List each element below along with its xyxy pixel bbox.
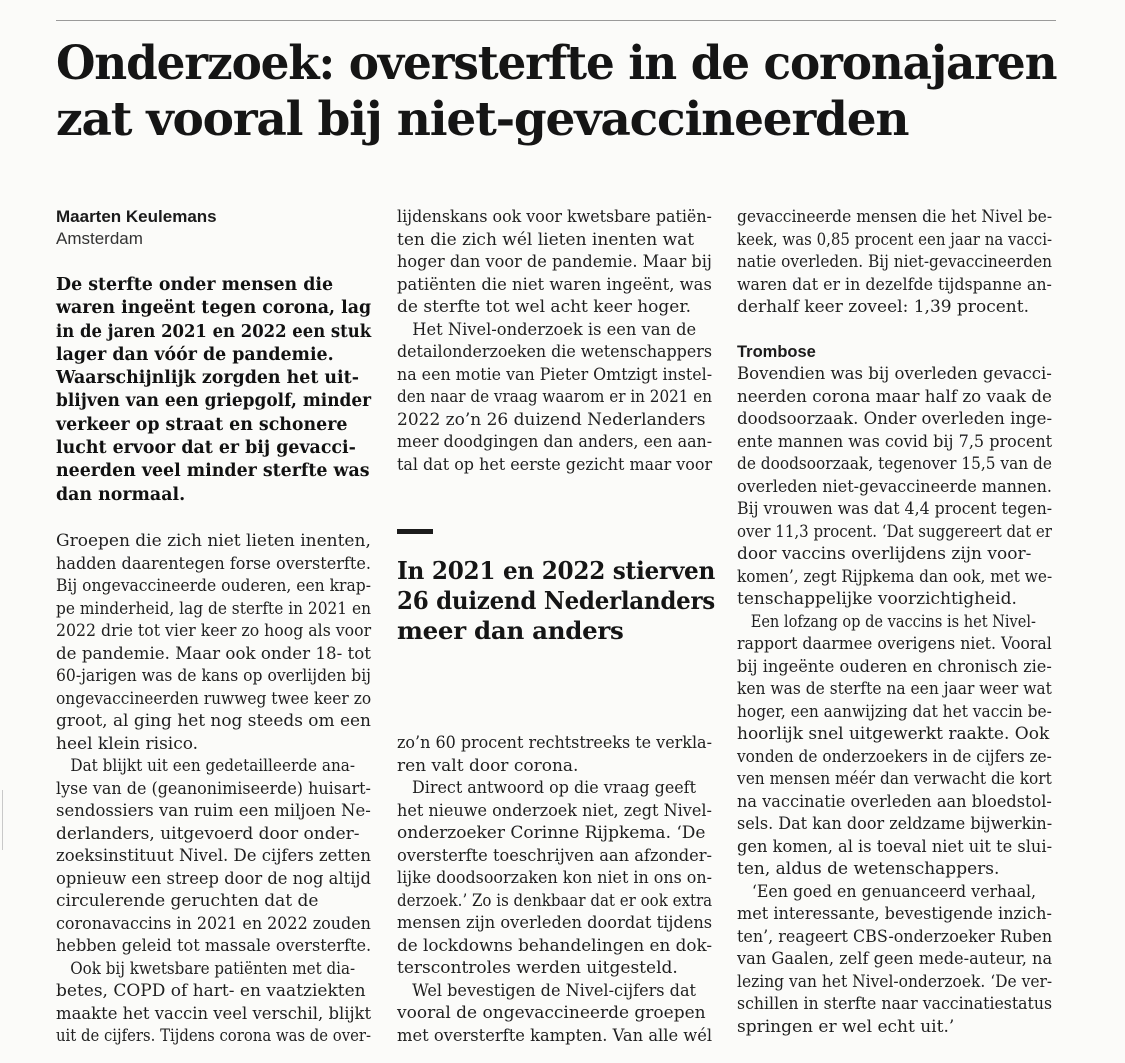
text-line: de pandemie. Maar ook onder 18- tot bbox=[56, 643, 371, 664]
text-line: na vaccinatie overleden aan bloedstol- bbox=[737, 791, 1052, 812]
text-line: Een lofzang op de vaccins is het Nivel- bbox=[750, 611, 1036, 632]
text-line: maakte het vaccin veel verschil, blijkt bbox=[56, 1003, 372, 1024]
text-line: groot, al ging het nog steeds om een bbox=[56, 711, 371, 731]
text-line: betes, COPD of hart- en vaatziekten bbox=[56, 981, 366, 1001]
text-line: derhalf keer zoveel: 1,39 procent. bbox=[737, 297, 1029, 317]
column-2-bottom bbox=[397, 732, 712, 1047]
text-line: detailonderzoeken die wetenschappers bbox=[397, 342, 712, 362]
text-line: uit de cijfers. Tijdens corona was de over- bbox=[56, 1026, 371, 1046]
text-line: na een motie van Pieter Omtzigt instel- bbox=[397, 364, 713, 385]
text-line: sels. Dat kan door zeldzame bijwerkin- bbox=[737, 814, 1053, 834]
text-line: over 11,3 procent. ‘Dat suggereert dat er bbox=[737, 521, 1052, 542]
text-line: gevaccineerde mensen die het Nivel be- bbox=[737, 207, 1053, 227]
text-line: ren valt door corona. bbox=[397, 755, 579, 776]
column-3-top bbox=[737, 206, 1052, 319]
text-line: onderzoeker Corinne Rijpkema. ‘De bbox=[397, 823, 706, 843]
subhead-trombose: Trombose bbox=[737, 343, 816, 361]
text-line: Dat blijkt uit een gedetailleerde ana- bbox=[70, 756, 356, 776]
text-line: De sterfte onder mensen die bbox=[56, 275, 334, 295]
text-line: Bij vrouwen was dat 4,4 procent tegen- bbox=[737, 499, 1053, 519]
text-line: patiënten die niet waren ingeënt, was bbox=[397, 274, 712, 295]
column-3-body bbox=[737, 363, 1052, 1038]
text-line: hoorlijk snel uitgewerkt raakte. Ook bbox=[737, 724, 1050, 744]
text-line: springen er wel echt uit.’ bbox=[737, 1016, 955, 1037]
text-line: keek, was 0,85 procent een jaar na vacci- bbox=[737, 229, 1053, 250]
text-line: hoger dan voor de pandemie. Maar bij bbox=[397, 252, 712, 272]
text-line: in de jaren 2021 en 2022 een stuk bbox=[56, 321, 372, 342]
subhead-trombose-wrap bbox=[737, 341, 1052, 363]
text-line: vooral de ongevaccineerde groepen bbox=[397, 1003, 706, 1023]
pullquote-line: meer dan anders bbox=[397, 616, 624, 645]
byline bbox=[56, 206, 371, 250]
text-line: overleden niet-gevaccineerde mannen. bbox=[737, 476, 1053, 497]
text-line: zo’n 60 procent rechtstreeks te verkla- bbox=[397, 733, 712, 753]
text-line: zoeksinstituut Nivel. De cijfers zetten bbox=[56, 846, 372, 866]
top-rule bbox=[56, 20, 1056, 21]
text-line: ten, aldus de wetenschappers. bbox=[737, 859, 1000, 879]
text-line: neerden corona maar half zo vaak de bbox=[737, 386, 1052, 407]
text-line: schillen in sterfte naar vaccinatiestatus bbox=[737, 994, 1053, 1014]
text-line: bij ingeënte ouderen en chronisch zie- bbox=[737, 656, 1052, 677]
text-line: lezing van het Nivel-onderzoek. ‘De ver- bbox=[737, 971, 1053, 992]
text-line: ‘Een goed en genuanceerd verhaal, bbox=[751, 881, 1037, 902]
text-line: van Gaalen, zelf geen mede-auteur, na bbox=[737, 949, 1053, 969]
text-line: lyse van de (geanonimiseerde) huisart- bbox=[56, 778, 371, 799]
text-line: dan normaal. bbox=[56, 484, 186, 505]
text-line: 60-jarigen was de kans op overlijden bij bbox=[56, 666, 372, 686]
text-line: hoger, een aanwijzing dat het vaccin be- bbox=[737, 701, 1052, 722]
text-line: tal dat op het eerste gezicht maar voor bbox=[397, 454, 713, 475]
text-line: de lockdowns behandelingen en dok- bbox=[397, 935, 713, 956]
text-line: derzoek.’ Zo is denkbaar dat er ook extra bbox=[397, 890, 713, 911]
text-line: waren dat er in dezelfde tijdspanne an- bbox=[737, 274, 1052, 295]
pullquote-bar bbox=[397, 529, 433, 534]
text-line: oversterfte toeschrijven aan afzonder- bbox=[397, 845, 713, 866]
text-line: Bij ongevaccineerde ouderen, een krap- bbox=[56, 576, 371, 596]
text-line: de sterfte tot wel acht keer hoger. bbox=[397, 297, 692, 317]
text-line: Direct antwoord op die vraag geeft bbox=[411, 778, 696, 798]
pullquote bbox=[397, 556, 717, 646]
text-line: het nieuwe onderzoek niet, zegt Nivel- bbox=[397, 800, 712, 821]
column-1-body bbox=[56, 530, 371, 1048]
headline-line: Onderzoek: oversterfte in de coronajaren bbox=[56, 36, 1057, 91]
text-line: ken was de sterfte na een jaar weer wat bbox=[737, 679, 1052, 699]
text-line: ven mensen méér dan verwacht die kort bbox=[737, 769, 1052, 789]
text-line: blijven van een griepgolf, minder bbox=[56, 391, 372, 412]
text-line: Groepen die zich niet lieten inenten, bbox=[56, 531, 371, 551]
text-line: terscontroles werden uitgesteld. bbox=[397, 958, 678, 978]
text-line: ongevaccineerden ruwweg twee keer zo bbox=[56, 688, 372, 709]
text-line: 2022 drie tot vier keer zo hoog als voor bbox=[56, 621, 372, 641]
text-line: vonden de onderzoekers in de cijfers ze- bbox=[737, 746, 1052, 767]
text-line: meer doodgingen dan anders, een aan- bbox=[397, 432, 713, 452]
headline bbox=[56, 36, 1056, 148]
lead-paragraph bbox=[56, 274, 371, 507]
text-line: gen komen, al is toeval niet uit te slui- bbox=[737, 836, 1053, 857]
text-line: mensen zijn overleden doordat tijdens bbox=[397, 913, 713, 933]
author-name: Maarten Keulemans bbox=[56, 207, 217, 226]
column-2-top bbox=[397, 206, 712, 476]
text-line: lijdenskans ook voor kwetsbare patiën- bbox=[397, 207, 712, 227]
text-line: opnieuw een streep door de nog altijd bbox=[56, 868, 371, 889]
text-line: 2022 zo’n 26 duizend Nederlanders bbox=[397, 409, 706, 430]
margin-rule bbox=[2, 790, 3, 850]
text-line: tenschappelijke voorzichtigheid. bbox=[737, 589, 1017, 609]
pullquote-line: In 2021 en 2022 stierven bbox=[397, 556, 716, 585]
text-line: door vaccins overlijdens zijn voor- bbox=[737, 544, 1032, 564]
text-line: heel klein risico. bbox=[56, 733, 199, 754]
headline-line: zat vooral bij niet-gevaccineerden bbox=[56, 92, 909, 147]
text-line: sendossiers van ruim een miljoen Ne- bbox=[56, 801, 371, 821]
text-line: lager dan vóór de pandemie. bbox=[56, 344, 334, 365]
text-line: Ook bij kwetsbare patiënten met dia- bbox=[70, 958, 356, 979]
text-line: neerden veel minder sterfte was bbox=[56, 461, 370, 482]
text-line: hadden daarentegen forse oversterfte. bbox=[56, 553, 371, 574]
text-line: den naar de vraag waarom er in 2021 en bbox=[397, 387, 713, 407]
text-line: Het Nivel-onderzoek is een van de bbox=[412, 319, 697, 340]
author-location: Amsterdam bbox=[56, 229, 143, 248]
text-line: de doodsoorzaak, tegenover 15,5 van de bbox=[737, 454, 1052, 474]
text-line: derlanders, uitgevoerd door onder- bbox=[56, 823, 360, 844]
text-line: ente mannen was covid bij 7,5 procent bbox=[737, 431, 1053, 452]
text-line: rapport daarmee overigens niet. Vooral bbox=[737, 634, 1052, 654]
pullquote-line: 26 duizend Nederlanders bbox=[397, 586, 715, 615]
text-line: doodsoorzaak. Onder overleden inge- bbox=[737, 409, 1053, 429]
text-line: Bovendien was bij overleden gevacci- bbox=[737, 364, 1052, 384]
text-line: lijke doodsoorzaken kon niet in ons on- bbox=[397, 868, 712, 888]
text-line: circulerende geruchten dat de bbox=[56, 891, 319, 911]
text-line: verkeer op straat en schonere bbox=[56, 414, 348, 435]
text-line: pe minderheid, lag de sterfte in 2021 en bbox=[56, 598, 371, 619]
text-line: coronavaccins in 2021 en 2022 zouden bbox=[56, 913, 371, 934]
text-line: waren ingeënt tegen corona, lag bbox=[56, 298, 372, 319]
text-line: met oversterfte kampten. Van alle wél bbox=[397, 1025, 713, 1046]
text-line: lucht ervoor dat er bij gevacci- bbox=[56, 438, 356, 459]
text-line: met interessante, bevestigende inzich- bbox=[737, 904, 1052, 924]
text-line: komen’, zegt Rijpkema dan ook, met we- bbox=[737, 566, 1053, 587]
text-line: Waarschijnlijk zorgden het uit- bbox=[56, 368, 359, 389]
text-line: ten die zich wél lieten inenten wat bbox=[397, 229, 695, 250]
text-line: hebben geleid tot massale oversterfte. bbox=[56, 936, 372, 956]
text-line: Wel bevestigen de Nivel-cijfers dat bbox=[412, 980, 697, 1001]
text-line: ten’, reageert CBS-onderzoeker Ruben bbox=[737, 926, 1053, 947]
text-line: natie overleden. Bij niet-gevaccineerden bbox=[737, 252, 1053, 272]
